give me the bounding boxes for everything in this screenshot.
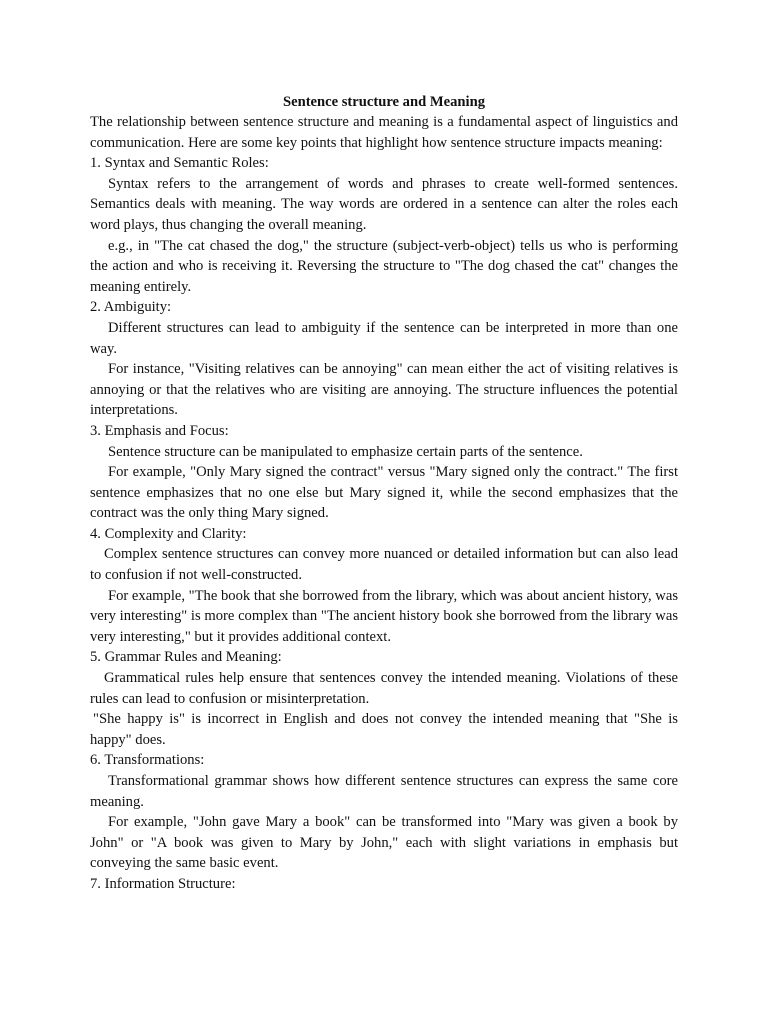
section-paragraph: For example, "The book that she borrowed from the library, which was about ancient history, was very interesting" is more complex than "The ancient history book she borrowed from the library was very interesting," but it provides additional context. (90, 587, 678, 645)
section-paragraph: Complex sentence structures can convey more nuanced or detailed information but can also lead to confusion if not well-constructed. (90, 546, 678, 584)
section-paragraph: Transformational grammar shows how different sentence structures can express the same core meaning. (90, 773, 678, 810)
intro-paragraph: The relationship between sentence structure and meaning is a fundamental aspect of linguistics and communication. Here are some key points that highlight how sentence structure impacts meaning: (90, 114, 678, 151)
section-paragraph: Different structures can lead to ambiguity if the sentence can be interpreted in more than one way. (90, 319, 678, 357)
section-paragraph: Sentence structure can be manipulated to emphasize certain parts of the sentence. (108, 443, 583, 460)
section-paragraph: e.g., in "The cat chased the dog," the structure (subject-verb-object) tells us who is performing the action and who is receiving it. Reversing the structure to "The dog chased the cat" changes the meaning entirely. (90, 237, 678, 295)
section-paragraph: Syntax refers to the arrangement of words and phrases to create well-formed sentences. Semantics deals with meaning. The way words are ordered in a sentence can alter the roles each word plays, thus changing the overall meaning. (90, 175, 678, 233)
section-paragraph: For example, "John gave Mary a book" can be transformed into "Mary was given a book by John" or "A book was given to Mary by John," each with slight variations in emphasis but conveying the same basic event. (90, 814, 678, 872)
section-heading-ambiguity: 2. Ambiguity: (90, 299, 172, 316)
section-heading-emphasis: 3. Emphasis and Focus: (90, 422, 229, 439)
section-heading-complexity: 4. Complexity and Clarity: (90, 525, 247, 542)
document-page (90, 93, 678, 895)
section-heading-transformations: 6. Transformations: (90, 752, 205, 769)
section-paragraph: For instance, "Visiting relatives can be annoying" can mean either the act of visiting relatives is annoying or that the relatives who are visiting are annoying. The structure influences the potential interpretations. (90, 361, 678, 419)
section-paragraph: For example, "Only Mary signed the contract" versus "Mary signed only the contract." The first sentence emphasizes that no one else but Mary signed it, while the second emphasizes that the contract was the only thing Mary signed. (90, 464, 678, 522)
document-title: Sentence structure and Meaning (282, 94, 485, 110)
section-paragraph: "She happy is" is incorrect in English and does not convey the intended meaning that "She is happy" does. (90, 711, 678, 748)
section-heading-information-structure: 7. Information Structure: (90, 875, 236, 892)
section-heading-grammar: 5. Grammar Rules and Meaning: (90, 649, 282, 666)
section-paragraph: Grammatical rules help ensure that sentences convey the intended meaning. Violations of these rules can lead to confusion or misinterpretation. (90, 670, 678, 707)
section-heading-syntax: 1. Syntax and Semantic Roles: (90, 155, 269, 172)
